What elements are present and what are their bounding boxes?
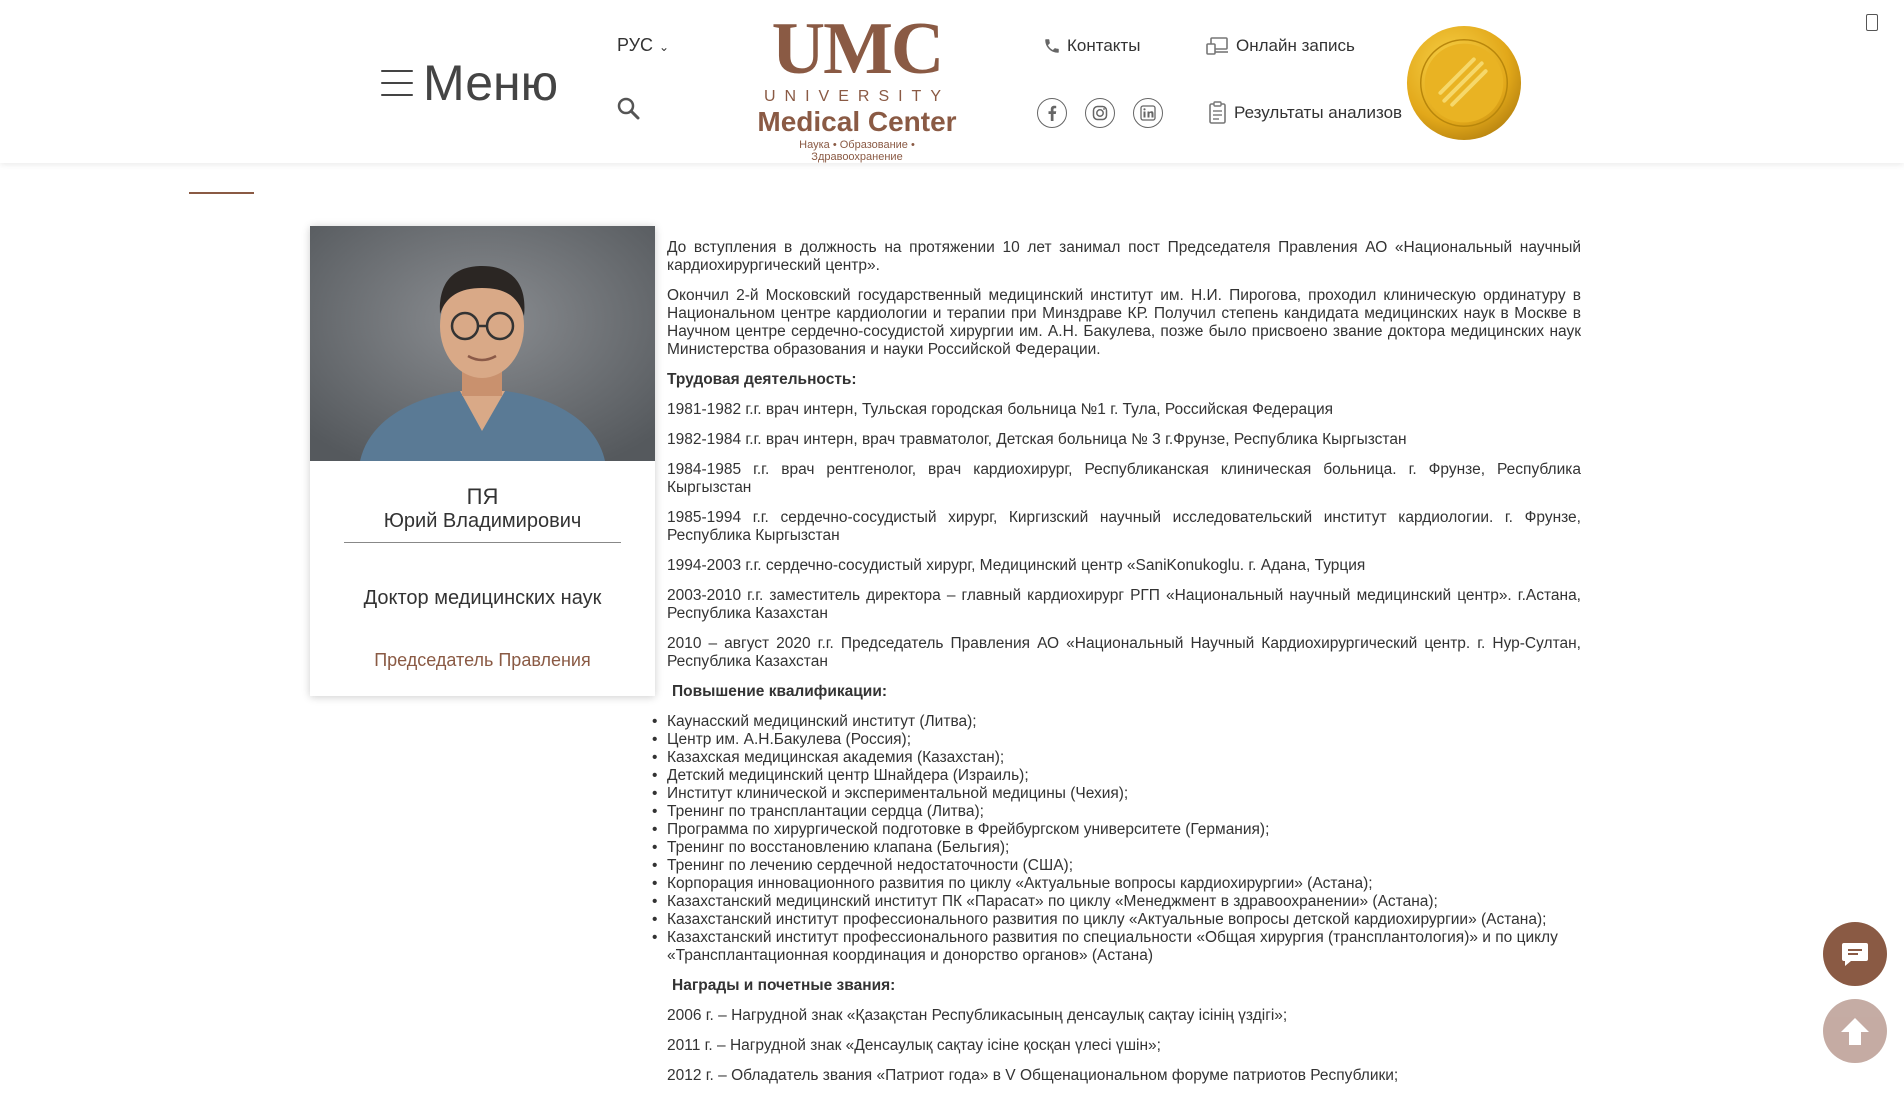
online-booking-link[interactable] [1206,36,1355,56]
list-item: • Тренинг по лечению сердечной недостаточности (США); [667,857,1581,875]
list-item: • Программа по хирургической подготовке в Фрейбургском университете (Германия); [667,821,1581,839]
list-item: • Детский медицинский центр Шнайдера (Израиль); [667,767,1581,785]
list-item: • Тренинг по трансплантации сердца (Литва); [667,803,1581,821]
umc-logo[interactable] [752,8,962,163]
award-item: 2012 г. – Обладатель звания «Патриот года» в V Общенациональном форуме патриотов Республики; [667,1067,1399,1084]
facebook-icon[interactable] [1037,98,1067,128]
list-item: • Тренинг по восстановлению клапана (Бельгия); [667,839,1581,857]
logo-tagline: Наука • Образование • Здравоохранение [799,139,915,163]
joint-commission-badge-icon[interactable] [1405,24,1523,142]
doctor-bio [667,239,1581,1097]
qualification-list [667,713,1581,965]
doctor-card [310,226,655,696]
menu-button[interactable] [381,55,558,111]
doctor-name: Юрий Владимирович [383,510,582,532]
logo-university: UNIVERSITY [763,88,950,105]
work-item: 1981-1982 г.г. врач интерн, Тульская городская больница №1 г. Тула, Российская Федерация [667,401,1334,418]
list-item: • Казахская медицинская академия (Казахстан); [667,749,1581,767]
work-heading: Трудовая деятельность: [667,371,857,388]
awards-heading: Награды и почетные звания: [672,977,896,994]
doctor-position[interactable]: Председатель Правления [374,650,591,670]
work-item: 1982-1984 г.г. врач интерн, врач травматолог, Детская больница № 3 г.Фрунзе, Республика Кыргызстан [667,431,1407,448]
qualification-heading: Повышение квалификации: [672,683,888,700]
computer-icon [1206,36,1230,56]
chat-button[interactable] [1823,922,1887,986]
list-item: • Казахстанский медицинский институт ПК «Парасат» по циклу «Менеджмент в здравоохранении» (Астана); [667,893,1581,911]
chevron-down-icon: ⌄ [659,39,670,54]
list-item: • Каунасский медицинский институт (Литва); [667,713,1581,731]
list-item: • Центр им. А.Н.Бакулева (Россия); [667,731,1581,749]
work-item: 2003-2010 г.г. заместитель директора – главный кардиохирург РГП «Национальный научный медицинский центр». г.Астана, Республика Казахстан [667,587,1581,622]
test-results-label: Результаты анализов [1234,103,1403,122]
contacts-label: Контакты [1067,36,1141,55]
test-results-link[interactable] [1208,101,1402,125]
arrow-up-icon [1838,1014,1872,1048]
language-label: РУС [617,35,654,55]
contacts-link[interactable] [1043,36,1140,56]
phone-icon [1043,37,1061,55]
work-item: 1994-2003 г.г. сердечно-сосудистый хирург, Медицинский центр «SaniKonukoglu. г. Адана, Турция [667,557,1366,574]
divider [344,542,621,543]
linkedin-icon[interactable] [1133,98,1163,128]
hamburger-icon [381,70,413,96]
menu-label: Меню [423,55,559,111]
language-select[interactable] [617,35,669,56]
list-item: • Казахстанский институт профессионального развития по циклу «Актуальные вопросы детской кардиохирургии» (Астана); [667,911,1581,929]
list-item: • Корпорация инновационного развития по циклу «Актуальные вопросы кардиохирургии» (Астана); [667,875,1581,893]
doctor-degree: Доктор медицинских наук [363,587,602,609]
scroll-top-button[interactable] [1823,999,1887,1063]
work-item: 1985-1994 г.г. сердечно-сосудистый хирург, Киргизский научный исследовательский институт кардиологии. г. Фрунзе, Республика Кыргызстан [667,509,1581,544]
doctor-surname: ПЯ [466,484,499,509]
award-item: 2006 г. – Нагрудной знак «Қазақстан Республикасының денсаулық сақтау ісінің үздігі»; [667,1007,1288,1024]
bio-education: Окончил 2-й Московский государственный медицинский институт им. Н.И. Пирогова, проходил клиническую ординатуру в Национальном центре кардиологии и терапии при Минздраве КР. Получил степень кандидата медицинских наук в Москве в Научном центре сердечно-сосудистой хирургии им. А.Н. Бакулева, позже было присвоено звание доктора медицинских наук Министерства образования и науки Российской Федерации. [667,287,1581,358]
list-item: • Институт клинической и экспериментальной медицины (Чехия); [667,785,1581,803]
site-header [0,0,1904,163]
chat-icon [1841,941,1869,967]
list-item: • Казахстанский институт профессионального развития по специальности «Общая хирургия (трансплантология)» и по циклу «Трансплантационная координация и донорство органов» (Астана) [667,929,1581,965]
logo-medical-center: Medical Center [757,106,957,137]
document-icon [1208,101,1228,125]
bio-intro: До вступления в должность на протяжении 10 лет занимал пост Председателя Правления АО «Национальный научный кардиохирургический центр». [667,239,1581,274]
accent-line [189,192,254,194]
doctor-photo [310,226,655,461]
logo-umc: UMC [771,8,943,90]
instagram-icon[interactable] [1085,98,1115,128]
work-item: 2010 – август 2020 г.г. Председатель Правления АО «Национальный Научный Кардиохирургический центр. г. Нур-Султан, Республика Казахстан [667,635,1581,670]
work-item: 1984-1985 г.г. врач рентгенолог, врач кардиохирург, Республиканская клиническая больница. г. Фрунзе, Республика Кыргызстан [667,461,1581,496]
search-icon[interactable] [616,96,640,120]
online-booking-label: Онлайн запись [1236,36,1355,55]
mobile-icon[interactable] [1866,14,1878,31]
award-item: 2011 г. – Нагрудной знак «Денсаулық сақтау ісіне қосқан үлесі үшін»; [667,1037,1161,1054]
